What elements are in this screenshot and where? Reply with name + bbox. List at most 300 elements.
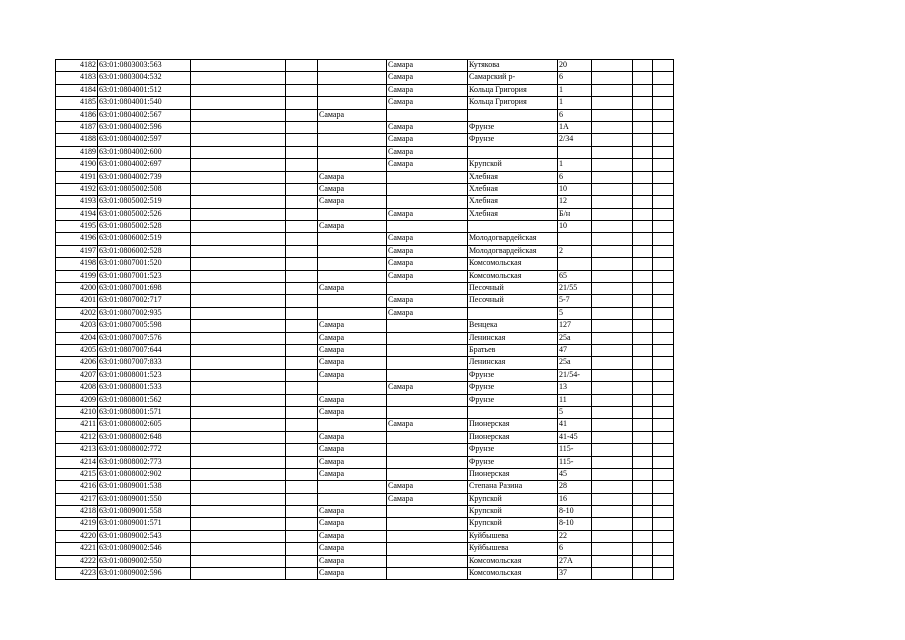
empty-cell xyxy=(191,159,286,171)
empty-cell xyxy=(286,357,318,369)
city-cell xyxy=(387,332,468,344)
empty-cell xyxy=(191,245,286,257)
empty-cell xyxy=(592,369,633,381)
city-cell xyxy=(318,97,387,109)
empty-cell xyxy=(633,431,653,443)
table-row xyxy=(56,568,674,580)
street-cell: Фрунзе xyxy=(468,382,558,394)
empty-cell xyxy=(592,245,633,257)
street-cell: Фрунзе xyxy=(468,394,558,406)
city-cell xyxy=(387,568,468,580)
empty-cell xyxy=(653,555,674,567)
cadastral-number-cell: 63:01:0808002:648 xyxy=(98,431,191,443)
empty-cell xyxy=(653,444,674,456)
house-number-cell: 45 xyxy=(558,468,592,480)
city-cell xyxy=(387,357,468,369)
empty-cell xyxy=(191,506,286,518)
empty-cell xyxy=(633,506,653,518)
house-number-cell: 2/34 xyxy=(558,134,592,146)
city-cell xyxy=(318,121,387,133)
street-cell: Хлебная xyxy=(468,183,558,195)
empty-cell xyxy=(592,419,633,431)
table-row xyxy=(56,394,674,406)
empty-cell xyxy=(191,183,286,195)
table-row xyxy=(56,146,674,158)
empty-cell xyxy=(633,419,653,431)
empty-cell xyxy=(633,468,653,480)
empty-cell xyxy=(653,307,674,319)
empty-cell xyxy=(286,419,318,431)
house-number-cell: 1 xyxy=(558,97,592,109)
empty-cell xyxy=(191,344,286,356)
empty-cell xyxy=(653,183,674,195)
city-cell xyxy=(387,221,468,233)
cadastral-number-cell: 63:01:0805002:528 xyxy=(98,221,191,233)
empty-cell xyxy=(653,419,674,431)
street-cell: Песочный xyxy=(468,283,558,295)
empty-cell xyxy=(653,530,674,542)
city-cell xyxy=(387,109,468,121)
empty-cell xyxy=(286,568,318,580)
cadastral-number-cell: 63:01:0803003:563 xyxy=(98,60,191,72)
empty-cell xyxy=(592,394,633,406)
street-cell: Пионерская xyxy=(468,431,558,443)
table-row xyxy=(56,307,674,319)
table-row xyxy=(56,295,674,307)
empty-cell xyxy=(191,444,286,456)
city-cell: Самара xyxy=(387,60,468,72)
empty-cell xyxy=(653,72,674,84)
house-number-cell: 28 xyxy=(558,481,592,493)
empty-cell xyxy=(633,283,653,295)
row-number-cell: 4203 xyxy=(56,320,98,332)
empty-cell xyxy=(633,134,653,146)
table-row xyxy=(56,97,674,109)
street-cell: Кольца Григория xyxy=(468,84,558,96)
house-number-cell: 1 xyxy=(558,84,592,96)
empty-cell xyxy=(592,382,633,394)
street-cell: Фрунзе xyxy=(468,121,558,133)
cadastral-number-cell: 63:01:0804002:597 xyxy=(98,134,191,146)
row-number-cell: 4198 xyxy=(56,258,98,270)
empty-cell xyxy=(653,468,674,480)
city-cell xyxy=(318,295,387,307)
house-number-cell: 41 xyxy=(558,419,592,431)
empty-cell xyxy=(286,344,318,356)
empty-cell xyxy=(286,518,318,530)
house-number-cell: 1А xyxy=(558,121,592,133)
row-number-cell: 4183 xyxy=(56,72,98,84)
empty-cell xyxy=(592,283,633,295)
table-row xyxy=(56,60,674,72)
empty-cell xyxy=(592,357,633,369)
house-number-cell xyxy=(558,146,592,158)
empty-cell xyxy=(633,406,653,418)
cadastral-number-cell: 63:01:0809001:538 xyxy=(98,481,191,493)
empty-cell xyxy=(633,84,653,96)
empty-cell xyxy=(286,159,318,171)
row-number-cell: 4218 xyxy=(56,506,98,518)
row-number-cell: 4189 xyxy=(56,146,98,158)
empty-cell xyxy=(592,146,633,158)
empty-cell xyxy=(592,406,633,418)
empty-cell xyxy=(286,530,318,542)
row-number-cell: 4208 xyxy=(56,382,98,394)
city-cell xyxy=(387,171,468,183)
cadastral-number-cell: 63:01:0807002:717 xyxy=(98,295,191,307)
city-cell: Самара xyxy=(318,456,387,468)
table-row xyxy=(56,419,674,431)
cadastral-number-cell: 63:01:0804002:596 xyxy=(98,121,191,133)
empty-cell xyxy=(592,431,633,443)
city-cell: Самара xyxy=(318,555,387,567)
cadastral-number-cell: 63:01:0809002:550 xyxy=(98,555,191,567)
empty-cell xyxy=(191,196,286,208)
empty-cell xyxy=(633,159,653,171)
city-cell xyxy=(318,134,387,146)
city-cell: Самара xyxy=(387,72,468,84)
empty-cell xyxy=(286,233,318,245)
city-cell: Самара xyxy=(318,568,387,580)
empty-cell xyxy=(286,121,318,133)
table-row xyxy=(56,406,674,418)
street-cell: Ленинская xyxy=(468,332,558,344)
empty-cell xyxy=(286,171,318,183)
empty-cell xyxy=(633,109,653,121)
cadastral-number-cell: 63:01:0806002:519 xyxy=(98,233,191,245)
empty-cell xyxy=(633,444,653,456)
empty-cell xyxy=(653,332,674,344)
house-number-cell: 6 xyxy=(558,171,592,183)
house-number-cell: 27А xyxy=(558,555,592,567)
empty-cell xyxy=(191,208,286,220)
city-cell: Самара xyxy=(318,283,387,295)
cadastral-number-cell: 63:01:0809001:558 xyxy=(98,506,191,518)
house-number-cell: 22 xyxy=(558,530,592,542)
table-row xyxy=(56,444,674,456)
empty-cell xyxy=(592,543,633,555)
empty-cell xyxy=(633,481,653,493)
street-cell: Комсомольская xyxy=(468,555,558,567)
house-number-cell xyxy=(558,258,592,270)
street-cell: Куйбышева xyxy=(468,543,558,555)
street-cell: Пионерская xyxy=(468,468,558,480)
city-cell xyxy=(387,555,468,567)
empty-cell xyxy=(633,233,653,245)
empty-cell xyxy=(633,121,653,133)
cadastral-number-cell: 63:01:0809002:596 xyxy=(98,568,191,580)
street-cell: Молодогвардейская xyxy=(468,233,558,245)
city-cell xyxy=(318,84,387,96)
city-cell xyxy=(318,72,387,84)
empty-cell xyxy=(286,60,318,72)
cadastral-number-cell: 63:01:0807007:833 xyxy=(98,357,191,369)
row-number-cell: 4221 xyxy=(56,543,98,555)
house-number-cell: 5 xyxy=(558,307,592,319)
empty-cell xyxy=(592,233,633,245)
empty-cell xyxy=(191,320,286,332)
empty-cell xyxy=(286,406,318,418)
table-row xyxy=(56,369,674,381)
table-row xyxy=(56,481,674,493)
table-row xyxy=(56,506,674,518)
street-cell xyxy=(468,406,558,418)
street-cell: Венцека xyxy=(468,320,558,332)
row-number-cell: 4219 xyxy=(56,518,98,530)
empty-cell xyxy=(653,171,674,183)
row-number-cell: 4206 xyxy=(56,357,98,369)
street-cell: Комсомольская xyxy=(468,270,558,282)
empty-cell xyxy=(592,121,633,133)
city-cell xyxy=(387,183,468,195)
street-cell: Самарский р- xyxy=(468,72,558,84)
empty-cell xyxy=(191,406,286,418)
empty-cell xyxy=(191,382,286,394)
empty-cell xyxy=(592,332,633,344)
empty-cell xyxy=(286,444,318,456)
empty-cell xyxy=(633,530,653,542)
row-number-cell: 4193 xyxy=(56,196,98,208)
house-number-cell: 10 xyxy=(558,183,592,195)
city-cell: Самара xyxy=(387,481,468,493)
cadastral-number-cell: 63:01:0804002:739 xyxy=(98,171,191,183)
registry-table xyxy=(55,59,674,580)
empty-cell xyxy=(592,84,633,96)
street-cell: Степана Разина xyxy=(468,481,558,493)
empty-cell xyxy=(653,518,674,530)
cadastral-number-cell: 63:01:0808001:562 xyxy=(98,394,191,406)
empty-cell xyxy=(191,431,286,443)
house-number-cell: 2 xyxy=(558,245,592,257)
city-cell: Самара xyxy=(387,208,468,220)
empty-cell xyxy=(592,456,633,468)
street-cell: Комсомольская xyxy=(468,258,558,270)
city-cell xyxy=(387,530,468,542)
house-number-cell: 5-7 xyxy=(558,295,592,307)
empty-cell xyxy=(653,568,674,580)
city-cell: Самара xyxy=(387,493,468,505)
empty-cell xyxy=(633,171,653,183)
row-number-cell: 4223 xyxy=(56,568,98,580)
city-cell xyxy=(318,208,387,220)
empty-cell xyxy=(191,468,286,480)
city-cell: Самара xyxy=(387,307,468,319)
city-cell: Самара xyxy=(318,444,387,456)
city-cell xyxy=(387,543,468,555)
empty-cell xyxy=(191,493,286,505)
table-row xyxy=(56,344,674,356)
street-cell: Ленинская xyxy=(468,357,558,369)
table-row xyxy=(56,456,674,468)
empty-cell xyxy=(633,295,653,307)
street-cell: Молодогвардейская xyxy=(468,245,558,257)
empty-cell xyxy=(633,493,653,505)
table-row xyxy=(56,431,674,443)
empty-cell xyxy=(592,320,633,332)
cadastral-number-cell: 63:01:0807001:523 xyxy=(98,270,191,282)
empty-cell xyxy=(633,518,653,530)
city-cell xyxy=(318,245,387,257)
cadastral-number-cell: 63:01:0806002:528 xyxy=(98,245,191,257)
empty-cell xyxy=(286,369,318,381)
empty-cell xyxy=(286,221,318,233)
empty-cell xyxy=(592,60,633,72)
city-cell: Самара xyxy=(387,146,468,158)
row-number-cell: 4207 xyxy=(56,369,98,381)
empty-cell xyxy=(286,382,318,394)
row-number-cell: 4192 xyxy=(56,183,98,195)
row-number-cell: 4217 xyxy=(56,493,98,505)
empty-cell xyxy=(286,283,318,295)
table-row xyxy=(56,183,674,195)
street-cell: Хлебная xyxy=(468,196,558,208)
street-cell: Крупской xyxy=(468,506,558,518)
cadastral-number-cell: 63:01:0807007:644 xyxy=(98,344,191,356)
row-number-cell: 4213 xyxy=(56,444,98,456)
row-number-cell: 4196 xyxy=(56,233,98,245)
empty-cell xyxy=(653,159,674,171)
empty-cell xyxy=(592,258,633,270)
empty-cell xyxy=(653,121,674,133)
cadastral-number-cell: 63:01:0808001:523 xyxy=(98,369,191,381)
row-number-cell: 4215 xyxy=(56,468,98,480)
street-cell xyxy=(468,221,558,233)
empty-cell xyxy=(286,134,318,146)
empty-cell xyxy=(286,109,318,121)
city-cell: Самара xyxy=(318,369,387,381)
row-number-cell: 4211 xyxy=(56,419,98,431)
cadastral-number-cell: 63:01:0808002:772 xyxy=(98,444,191,456)
empty-cell xyxy=(633,60,653,72)
empty-cell xyxy=(633,270,653,282)
empty-cell xyxy=(286,493,318,505)
cadastral-number-cell: 63:01:0803004:532 xyxy=(98,72,191,84)
table-row xyxy=(56,171,674,183)
empty-cell xyxy=(592,109,633,121)
empty-cell xyxy=(592,270,633,282)
empty-cell xyxy=(286,431,318,443)
empty-cell xyxy=(653,283,674,295)
table-row xyxy=(56,109,674,121)
empty-cell xyxy=(191,121,286,133)
table-row xyxy=(56,245,674,257)
city-cell xyxy=(387,444,468,456)
city-cell xyxy=(387,344,468,356)
empty-cell xyxy=(592,444,633,456)
row-number-cell: 4202 xyxy=(56,307,98,319)
city-cell xyxy=(387,468,468,480)
empty-cell xyxy=(633,245,653,257)
empty-cell xyxy=(653,245,674,257)
empty-cell xyxy=(653,320,674,332)
row-number-cell: 4199 xyxy=(56,270,98,282)
empty-cell xyxy=(191,332,286,344)
empty-cell xyxy=(633,320,653,332)
city-cell: Самара xyxy=(318,332,387,344)
house-number-cell: 16 xyxy=(558,493,592,505)
city-cell: Самара xyxy=(387,419,468,431)
empty-cell xyxy=(653,493,674,505)
city-cell: Самара xyxy=(387,382,468,394)
empty-cell xyxy=(191,530,286,542)
street-cell xyxy=(468,109,558,121)
empty-cell xyxy=(592,97,633,109)
empty-cell xyxy=(633,72,653,84)
empty-cell xyxy=(191,109,286,121)
table-row xyxy=(56,159,674,171)
street-cell: Фрунзе xyxy=(468,444,558,456)
empty-cell xyxy=(653,295,674,307)
cadastral-number-cell: 63:01:0805002:519 xyxy=(98,196,191,208)
table-row xyxy=(56,530,674,542)
empty-cell xyxy=(653,270,674,282)
row-number-cell: 4205 xyxy=(56,344,98,356)
city-cell: Самара xyxy=(387,245,468,257)
house-number-cell: 25а xyxy=(558,332,592,344)
empty-cell xyxy=(592,196,633,208)
empty-cell xyxy=(286,245,318,257)
empty-cell xyxy=(191,221,286,233)
empty-cell xyxy=(592,555,633,567)
row-number-cell: 4191 xyxy=(56,171,98,183)
city-cell: Самара xyxy=(318,183,387,195)
cadastral-number-cell: 63:01:0808002:773 xyxy=(98,456,191,468)
street-cell: Фрунзе xyxy=(468,134,558,146)
city-cell xyxy=(318,60,387,72)
street-cell: Крупской xyxy=(468,518,558,530)
empty-cell xyxy=(633,382,653,394)
cadastral-number-cell: 63:01:0804002:567 xyxy=(98,109,191,121)
empty-cell xyxy=(191,270,286,282)
house-number-cell: 5 xyxy=(558,406,592,418)
empty-cell xyxy=(633,456,653,468)
city-cell: Самара xyxy=(387,258,468,270)
empty-cell xyxy=(286,72,318,84)
empty-cell xyxy=(633,221,653,233)
house-number-cell: 6 xyxy=(558,72,592,84)
city-cell xyxy=(387,196,468,208)
empty-cell xyxy=(286,543,318,555)
city-cell xyxy=(318,493,387,505)
empty-cell xyxy=(633,357,653,369)
city-cell: Самара xyxy=(387,134,468,146)
row-number-cell: 4188 xyxy=(56,134,98,146)
street-cell: Фрунзе xyxy=(468,369,558,381)
city-cell xyxy=(387,369,468,381)
city-cell xyxy=(318,419,387,431)
house-number-cell: 10 xyxy=(558,221,592,233)
table-row xyxy=(56,134,674,146)
city-cell: Самара xyxy=(318,196,387,208)
table-row xyxy=(56,208,674,220)
street-cell: Куйбышева xyxy=(468,530,558,542)
empty-cell xyxy=(592,344,633,356)
empty-cell xyxy=(286,307,318,319)
table-row xyxy=(56,196,674,208)
cadastral-number-cell: 63:01:0809002:546 xyxy=(98,543,191,555)
empty-cell xyxy=(191,134,286,146)
empty-cell xyxy=(191,568,286,580)
empty-cell xyxy=(191,295,286,307)
cadastral-number-cell: 63:01:0804001:540 xyxy=(98,97,191,109)
house-number-cell xyxy=(558,233,592,245)
city-cell xyxy=(318,146,387,158)
empty-cell xyxy=(592,159,633,171)
cadastral-number-cell: 63:01:0805002:526 xyxy=(98,208,191,220)
city-cell xyxy=(387,506,468,518)
house-number-cell: 11 xyxy=(558,394,592,406)
city-cell: Самара xyxy=(318,109,387,121)
